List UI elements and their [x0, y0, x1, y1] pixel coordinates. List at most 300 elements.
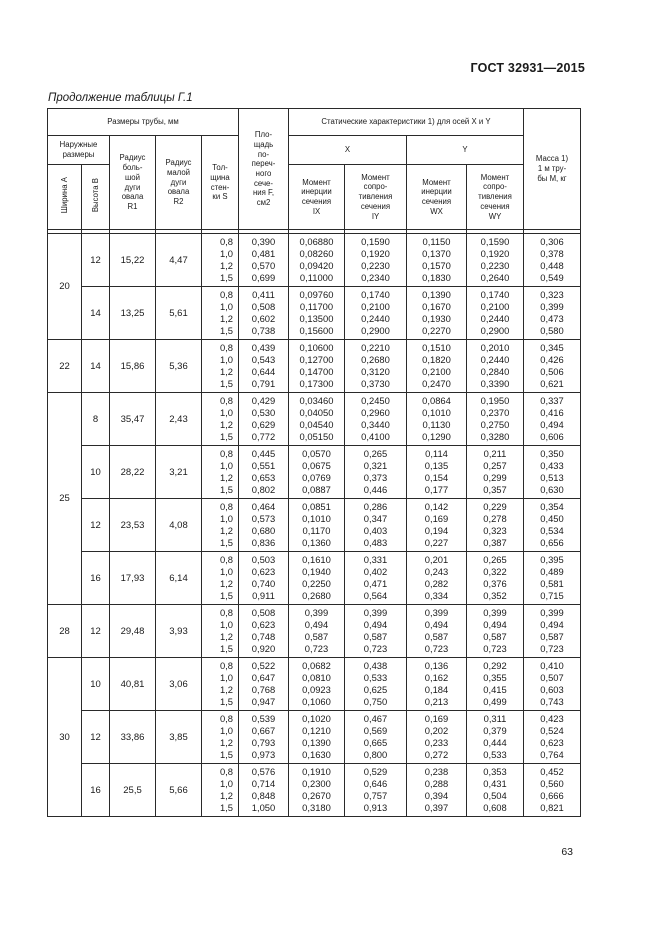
header-outer-dims: Наружные размеры: [48, 136, 110, 165]
cell-mass: [524, 499, 581, 552]
cell-value: 0,723: [424, 642, 449, 654]
cell-value: 0,410: [540, 660, 564, 672]
cell-value: 0,402: [363, 566, 388, 578]
cell-mass: [524, 446, 581, 499]
data-table: [47, 108, 581, 817]
header-line: сечения: [421, 197, 452, 206]
cell-value: 0,494: [540, 419, 564, 430]
cell-value: 0,1590: [361, 236, 390, 248]
header-area: [239, 109, 289, 230]
cell-value: 1,0: [219, 248, 233, 260]
header-line: R1: [127, 201, 138, 211]
cell-value: 0,265: [483, 554, 507, 566]
cell-resist-x: [345, 287, 407, 340]
cell-value: 0,738: [251, 324, 276, 336]
cell-value: 0,2100: [480, 301, 510, 313]
cell-resist-y: [467, 658, 524, 711]
cell-value: 0,114: [425, 448, 448, 460]
cell-mass: [524, 287, 581, 340]
cell-inertia-y: [407, 446, 467, 499]
cell-value: 0,09420: [299, 260, 334, 271]
cell-value: 0,629: [251, 419, 276, 430]
cell-value: 0,399: [363, 607, 388, 619]
cell-value: 0,265: [363, 448, 388, 460]
cell-value: 0,1920: [480, 248, 510, 260]
cell-value: 0,723: [540, 642, 564, 654]
cell-value: 0,2670: [302, 790, 331, 801]
cell-value: 0,508: [251, 301, 276, 313]
cell-value: 0,444: [483, 737, 507, 748]
cell-value: 0,549: [540, 271, 564, 283]
cell-value: 0,286: [363, 501, 388, 513]
cell-value: 0,8: [219, 342, 233, 354]
header-line: овала: [167, 187, 190, 197]
cell-value: 0,292: [483, 660, 507, 672]
cell-radius-r1: 13,25: [110, 287, 156, 340]
cell-value: 0,1170: [302, 525, 331, 536]
cell-value: 0,0769: [302, 472, 331, 483]
header-line: сопро-: [483, 182, 507, 192]
cell-value: 0,201: [424, 554, 449, 566]
cell-value: 0,397: [424, 801, 449, 813]
cell-value: 0,423: [540, 713, 564, 725]
cell-value: 0,3440: [361, 419, 390, 430]
cell-value: 1,5: [219, 642, 233, 654]
header-line: по-: [257, 149, 270, 159]
cell-value: 1,5: [219, 271, 233, 283]
cell-inertia-y: [407, 499, 467, 552]
header-line: инерции: [301, 187, 332, 197]
cell-value: 0,347: [363, 513, 388, 525]
cell-value: 0,299: [483, 472, 507, 483]
cell-value: 0,653: [251, 472, 276, 483]
header-line: Момент: [361, 172, 390, 182]
cell-value: 0,800: [363, 748, 388, 760]
table-row: [48, 340, 581, 393]
cell-value: 0,1950: [480, 395, 510, 407]
header-line: бы M, кг: [537, 173, 567, 183]
cell-radius-r2: 5,36: [156, 340, 202, 393]
header-line: Момент: [302, 177, 331, 187]
cell-value: 0,306: [540, 236, 564, 248]
cell-thickness: [202, 552, 239, 605]
cell-value: 1,5: [219, 536, 233, 548]
cell-value: 0,431: [483, 778, 507, 790]
cell-value: 0,630: [540, 483, 564, 495]
cell-radius-r1: 17,93: [110, 552, 156, 605]
cell-value: 0,353: [483, 766, 507, 778]
cell-thickness: [202, 340, 239, 393]
cell-radius-r2: 4,08: [156, 499, 202, 552]
cell-value: 0,768: [251, 684, 276, 695]
cell-value: 0,142: [424, 501, 449, 513]
cell-radius-r1: 23,53: [110, 499, 156, 552]
cell-value: 0,0675: [302, 460, 331, 472]
cell-value: 1,5: [219, 589, 233, 601]
cell-area: [239, 393, 289, 446]
cell-inertia-x: [289, 605, 345, 658]
cell-value: 0,438: [363, 660, 388, 672]
cell-resist-x: [345, 658, 407, 711]
header-line: Момент: [422, 177, 451, 187]
cell-value: 1,5: [219, 483, 233, 495]
cell-value: 0,8: [219, 501, 233, 513]
cell-value: 0,665: [363, 737, 388, 748]
cell-value: 0,8: [219, 236, 233, 248]
cell-value: 0,699: [251, 271, 276, 283]
cell-value: 0,8: [219, 766, 233, 778]
cell-height-b: 16: [82, 552, 110, 605]
cell-area: [239, 287, 289, 340]
cell-value: 0,1830: [422, 271, 451, 283]
cell-value: 0,1150: [422, 236, 451, 248]
cell-mass: [524, 658, 581, 711]
cell-value: 0,2270: [422, 324, 451, 336]
cell-inertia-x: [289, 393, 345, 446]
cell-value: 0,8: [219, 289, 233, 301]
cell-value: 0,243: [424, 566, 449, 578]
cell-value: 0,723: [483, 642, 507, 654]
cell-value: 0,569: [363, 725, 388, 737]
cell-value: 0,543: [251, 354, 276, 366]
cell-value: 0,0923: [302, 684, 331, 695]
cell-value: 1,0: [219, 619, 233, 631]
cell-value: 0,202: [424, 725, 449, 737]
cell-value: 0,0570: [302, 448, 331, 460]
cell-value: 0,483: [363, 536, 388, 548]
cell-value: 1,0: [219, 407, 233, 419]
cell-value: 0,1020: [302, 713, 331, 725]
cell-value: 0,534: [540, 525, 564, 536]
cell-value: 0,793: [251, 737, 276, 748]
cell-value: 0,12700: [299, 354, 334, 366]
cell-value: 0,2210: [361, 342, 390, 354]
cell-value: 0,1590: [480, 236, 510, 248]
cell-area: [239, 234, 289, 287]
cell-value: 0,3730: [361, 377, 390, 389]
header-line: сопро-: [363, 182, 388, 192]
cell-width-a: 28: [48, 605, 82, 658]
cell-value: 0,429: [251, 395, 276, 407]
cell-value: 0,233: [424, 737, 449, 748]
cell-value: 0,2340: [361, 271, 390, 283]
cell-value: 0,2900: [480, 324, 510, 336]
table-row: [48, 446, 581, 499]
cell-value: 0,426: [540, 354, 564, 366]
cell-resist-y: [467, 711, 524, 764]
cell-value: 0,09760: [299, 289, 334, 301]
cell-height-b: 12: [82, 499, 110, 552]
cell-value: 0,494: [304, 619, 329, 631]
cell-value: 0,2840: [480, 366, 510, 377]
cell-value: 0,169: [424, 713, 449, 725]
cell-value: 0,334: [424, 589, 449, 601]
cell-radius-r2: 3,21: [156, 446, 202, 499]
cell-value: 0,15600: [299, 324, 334, 336]
table-header: [48, 109, 581, 234]
cell-value: 0,278: [483, 513, 507, 525]
cell-radius-r2: 3,93: [156, 605, 202, 658]
table-row: [48, 499, 581, 552]
cell-value: 0,623: [540, 737, 564, 748]
cell-inertia-x: [289, 287, 345, 340]
cell-value: 0,399: [540, 301, 564, 313]
cell-value: 0,376: [483, 578, 507, 589]
cell-value: 0,2900: [361, 324, 390, 336]
cell-resist-x: [345, 552, 407, 605]
header-line: малой: [166, 167, 191, 177]
cell-thickness: [202, 287, 239, 340]
header-width: Ширина A: [48, 165, 82, 230]
cell-value: 0,1940: [302, 566, 331, 578]
cell-value: 0,3390: [480, 377, 510, 389]
cell-radius-r2: 2,43: [156, 393, 202, 446]
cell-resist-y: [467, 393, 524, 446]
cell-value: 0,272: [424, 748, 449, 760]
cell-resist-y: [467, 499, 524, 552]
cell-value: 0,471: [363, 578, 388, 589]
cell-value: 1,0: [219, 301, 233, 313]
cell-value: 0,06880: [299, 236, 334, 248]
header-line: сечения: [360, 201, 391, 211]
cell-value: 0,154: [424, 472, 449, 483]
table-row: [48, 552, 581, 605]
header-line: Пло-: [254, 130, 273, 140]
cell-value: 0,581: [540, 578, 564, 589]
cell-value: 0,03460: [299, 395, 334, 407]
cell-radius-r2: 4,47: [156, 234, 202, 287]
cell-value: 0,625: [363, 684, 388, 695]
cell-value: 0,587: [540, 631, 564, 642]
cell-radius-r1: 35,47: [110, 393, 156, 446]
cell-value: 0,911: [252, 589, 275, 601]
cell-resist-y: [467, 340, 524, 393]
table-row: [48, 711, 581, 764]
cell-area: [239, 764, 289, 817]
cell-value: 0,791: [251, 377, 276, 389]
cell-value: 1,5: [219, 377, 233, 389]
cell-radius-r1: 15,22: [110, 234, 156, 287]
cell-value: 0,403: [363, 525, 388, 536]
cell-area: [239, 658, 289, 711]
cell-height-b: 10: [82, 446, 110, 499]
cell-value: 0,169: [424, 513, 449, 525]
cell-height-b: 16: [82, 764, 110, 817]
cell-value: 0,608: [483, 801, 507, 813]
cell-value: 0,513: [540, 472, 564, 483]
header-line: сечения: [480, 201, 510, 211]
table-row: [48, 393, 581, 446]
cell-height-b: 12: [82, 234, 110, 287]
cell-value: 0,213: [424, 695, 449, 707]
cell-value: 0,743: [540, 695, 564, 707]
cell-inertia-y: [407, 605, 467, 658]
cell-value: 0,1910: [302, 766, 331, 778]
cell-resist-x: [345, 499, 407, 552]
table-row: [48, 658, 581, 711]
cell-value: 1,2: [219, 631, 233, 642]
cell-value: 1,0: [219, 725, 233, 737]
cell-value: 0,481: [251, 248, 276, 260]
header-static: Статические характеристики 1) для осей X и Y: [289, 109, 524, 136]
cell-resist-x: [345, 446, 407, 499]
cell-value: 1,2: [219, 578, 233, 589]
cell-mass: [524, 340, 581, 393]
cell-value: 0,399: [304, 607, 329, 619]
cell-radius-r1: 33,86: [110, 711, 156, 764]
cell-value: 0,494: [424, 619, 449, 631]
header-line: WX: [430, 206, 443, 216]
cell-value: 0,355: [483, 672, 507, 684]
cell-value: 0,415: [483, 684, 507, 695]
cell-mass: [524, 605, 581, 658]
cell-value: 0,506: [540, 366, 564, 377]
header-line: ного: [255, 169, 272, 178]
cell-value: 0,1060: [302, 695, 331, 707]
cell-resist-x: [345, 340, 407, 393]
header-line: щина: [210, 172, 230, 182]
cell-value: 0,11000: [299, 271, 334, 283]
cell-value: 0,331: [363, 554, 388, 566]
cell-area: [239, 552, 289, 605]
cell-value: 0,2100: [422, 366, 451, 377]
cell-value: 0,2470: [422, 377, 451, 389]
cell-thickness: [202, 764, 239, 817]
cell-resist-x: [345, 393, 407, 446]
cell-value: 1,2: [219, 472, 233, 483]
header-line: тивления: [478, 192, 512, 202]
cell-value: 0,2440: [480, 313, 510, 324]
cell-value: 0,04540: [299, 419, 334, 430]
cell-value: 0,8: [219, 448, 233, 460]
cell-value: 0,1820: [422, 354, 451, 366]
header-line: тивления: [358, 192, 393, 202]
header-line: инерции: [421, 187, 452, 197]
cell-value: 0,11700: [299, 301, 334, 313]
table-row: [48, 605, 581, 658]
header-line: сече-: [254, 178, 273, 188]
cell-value: 0,499: [483, 695, 507, 707]
cell-resist-x: [345, 711, 407, 764]
cell-value: 0,0682: [302, 660, 331, 672]
cell-value: 0,8: [219, 607, 233, 619]
cell-width-a: 20: [48, 234, 82, 340]
cell-value: 0,8: [219, 660, 233, 672]
header-line: Радиус: [165, 158, 192, 168]
header-thickness: [202, 136, 239, 230]
cell-value: 0,399: [424, 607, 449, 619]
cell-inertia-x: [289, 764, 345, 817]
header-line: боль-: [122, 163, 143, 173]
cell-resist-x: [345, 605, 407, 658]
header-height: Высота B: [82, 165, 110, 230]
cell-width-a: 30: [48, 658, 82, 817]
cell-value: 0,399: [483, 607, 507, 619]
cell-value: 0,560: [540, 778, 564, 790]
cell-thickness: [202, 393, 239, 446]
cell-value: 0,494: [483, 619, 507, 631]
cell-value: 0,2370: [480, 407, 510, 419]
cell-value: 0,467: [363, 713, 388, 725]
cell-value: 0,529: [363, 766, 388, 778]
cell-inertia-x: [289, 446, 345, 499]
cell-value: 0,507: [540, 672, 564, 684]
cell-value: 0,802: [251, 483, 276, 495]
cell-value: 0,503: [251, 554, 276, 566]
page-number: 63: [561, 846, 573, 858]
cell-width-a: 25: [48, 393, 82, 605]
cell-value: 0,587: [483, 631, 507, 642]
cell-value: 0,433: [540, 460, 564, 472]
cell-value: 0,587: [304, 631, 329, 642]
cell-value: 0,680: [251, 525, 276, 536]
header-line: шой: [125, 172, 140, 182]
cell-inertia-x: [289, 552, 345, 605]
cell-height-b: 12: [82, 711, 110, 764]
cell-inertia-y: [407, 287, 467, 340]
cell-value: 0,573: [251, 513, 276, 525]
cell-value: 0,0810: [302, 672, 331, 684]
cell-radius-r1: 15,86: [110, 340, 156, 393]
cell-value: 1,5: [219, 430, 233, 442]
cell-inertia-x: [289, 340, 345, 393]
cell-thickness: [202, 446, 239, 499]
cell-resist-y: [467, 287, 524, 340]
cell-value: 0,606: [540, 430, 564, 442]
header-line: Радиус: [119, 153, 146, 163]
document-code: ГОСТ 32931—2015: [470, 61, 585, 75]
cell-value: 0,14700: [299, 366, 334, 377]
cell-value: 0,321: [363, 460, 388, 472]
cell-value: 0,551: [251, 460, 276, 472]
cell-value: 0,913: [363, 801, 388, 813]
cell-inertia-x: [289, 234, 345, 287]
cell-value: 0,494: [540, 619, 564, 631]
cell-mass: [524, 552, 581, 605]
cell-inertia-y: [407, 393, 467, 446]
cell-inertia-x: [289, 711, 345, 764]
table-row: [48, 234, 581, 287]
cell-value: 0,2440: [480, 354, 510, 366]
cell-value: 0,352: [483, 589, 507, 601]
cell-value: 0,623: [251, 619, 276, 631]
cell-value: 1,2: [219, 260, 233, 271]
cell-value: 0,399: [540, 607, 564, 619]
table-row: [48, 764, 581, 817]
cell-value: 0,288: [424, 778, 449, 790]
cell-thickness: [202, 711, 239, 764]
header-pipe-dims: Размеры трубы, мм: [48, 109, 239, 136]
cell-value: 0,1010: [302, 513, 331, 525]
header-resist-y: [467, 165, 524, 230]
cell-value: 0,08260: [299, 248, 334, 260]
cell-value: 0,524: [540, 725, 564, 737]
cell-value: 0,379: [483, 725, 507, 737]
cell-value: 0,323: [540, 289, 564, 301]
cell-value: 0,227: [424, 536, 449, 548]
header-line: IX: [312, 206, 321, 216]
cell-value: 0,570: [251, 260, 276, 271]
cell-value: 0,623: [251, 566, 276, 578]
header-line: Масса 1): [535, 154, 569, 164]
cell-value: 0,448: [540, 260, 564, 271]
header-line: Момент: [480, 172, 510, 182]
cell-value: 0,411: [252, 289, 275, 301]
cell-inertia-y: [407, 711, 467, 764]
cell-value: 0,715: [540, 589, 564, 601]
cell-value: 0,772: [251, 430, 276, 442]
cell-radius-r1: 28,22: [110, 446, 156, 499]
